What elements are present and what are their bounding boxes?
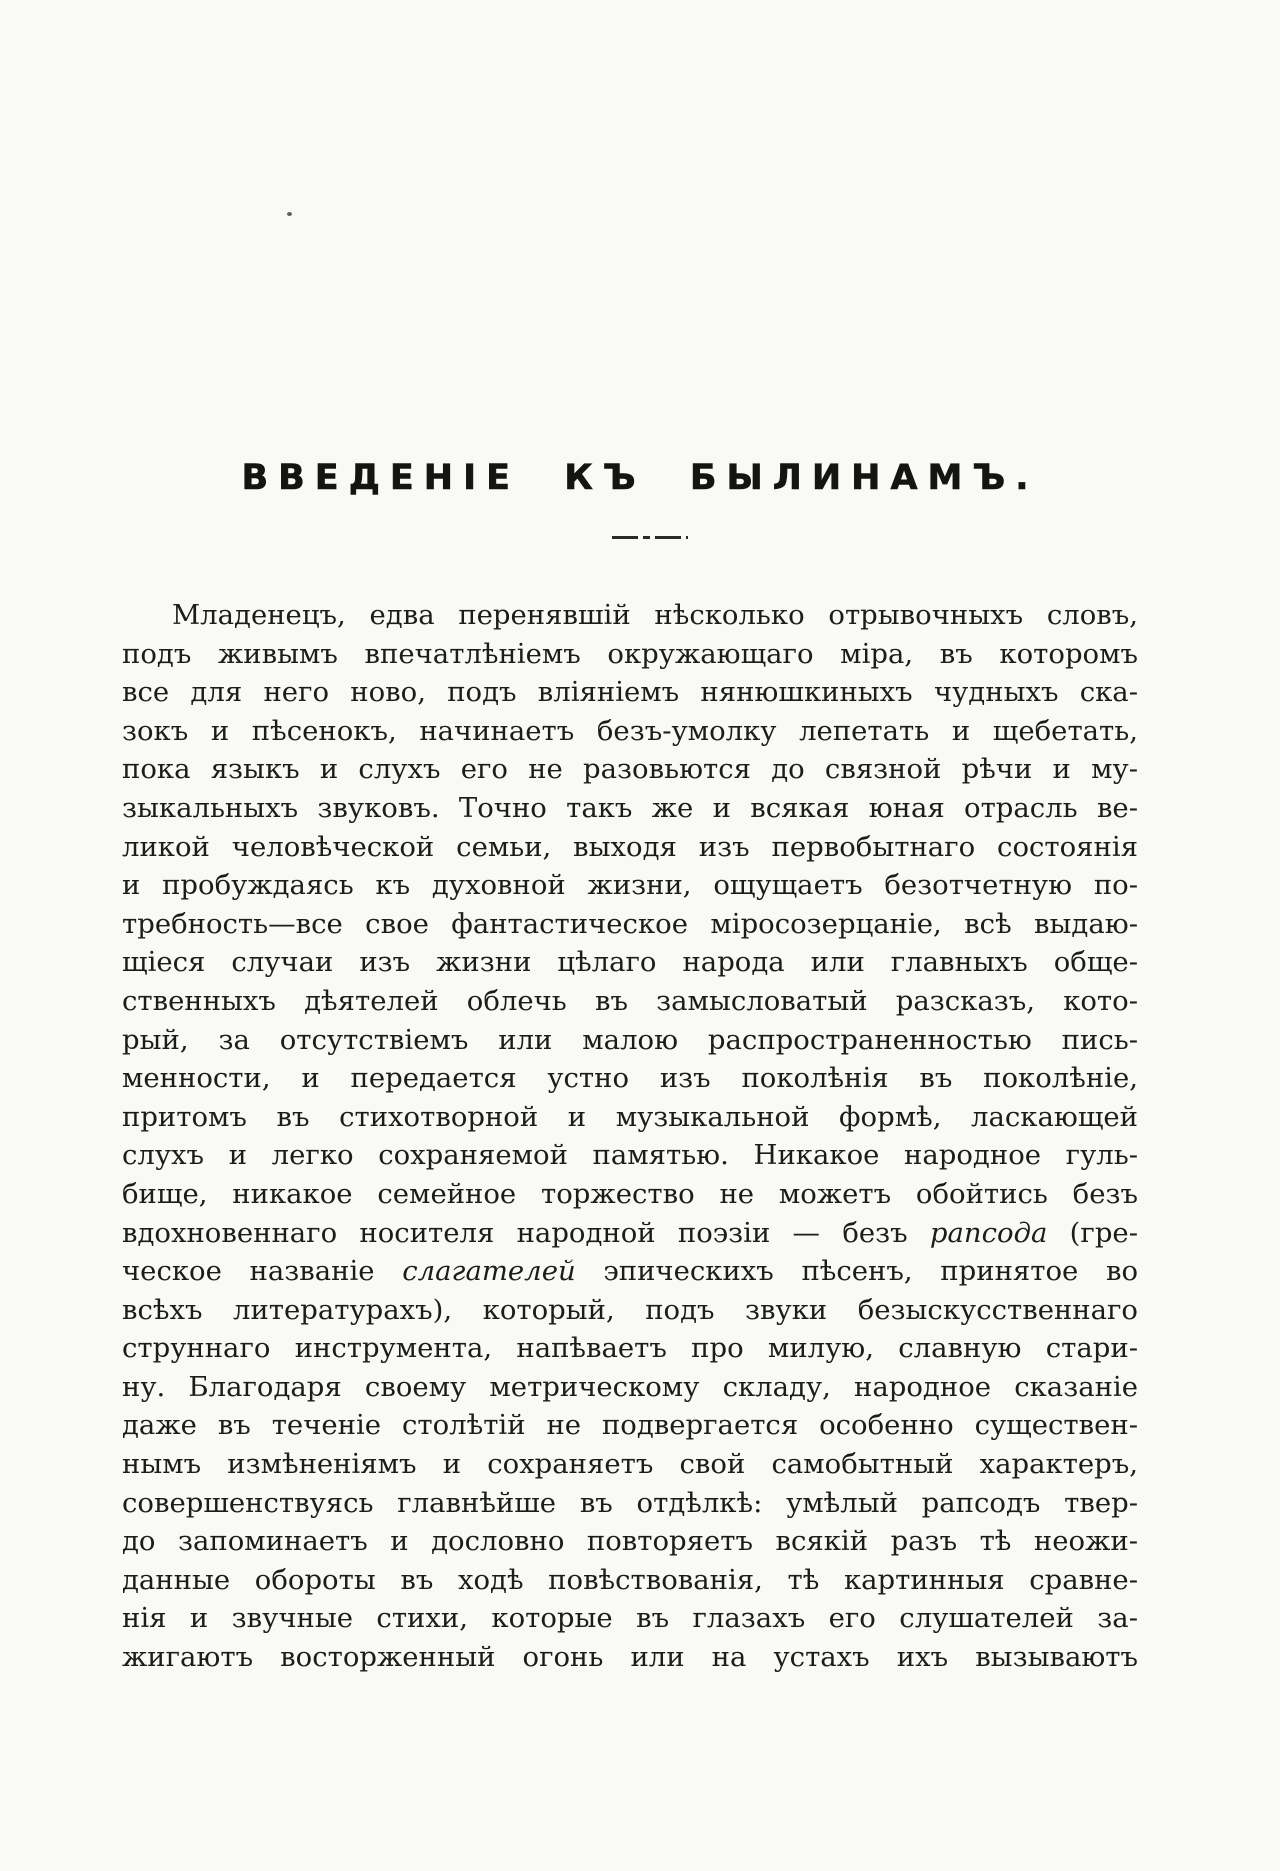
text-line: ликой человѣческой семьи, выходя изъ первобытнаго состоянія [122,830,1138,863]
italic-term: рапсода [929,1216,1048,1249]
text-line: ческое названіе слагателей эпическихъ пѣсенъ, принятое во [122,1255,1138,1288]
text-line: слухъ и легко сохраняемой памятью. Никакое народное гуль- [122,1139,1138,1172]
text-line: струннаго инструмента, напѣваетъ про милую, славную стари- [122,1332,1138,1365]
text-line: данные обороты въ ходѣ повѣствованія, тѣ картинныя сравне- [122,1563,1138,1596]
text-line: всѣхъ литературахъ), который, подъ звуки безыскусственнаго [122,1293,1138,1326]
text-line: вдохновеннаго носителя народной поэзіи — безъ рапсода (гре- [122,1216,1138,1249]
text-line: жигаютъ восторженный огонь или на устахъ ихъ вызываютъ [122,1641,1138,1674]
text-line: совершенствуясь главнѣйше въ отдѣлкѣ: умѣлый рапсодъ твер- [122,1486,1138,1519]
text-line: притомъ въ стихотворной и музыкальной формѣ, ласкающей [122,1100,1138,1133]
text-line: нія и звучные стихи, которые въ глазахъ его слушателей за- [122,1602,1138,1635]
text-line: подъ живымъ впечатлѣніемъ окружающаго міра, въ которомъ [122,637,1138,670]
text-line: нымъ измѣненіямъ и сохраняетъ свой самобытный характеръ, [122,1448,1138,1481]
text-line: менности, и передается устно изъ поколѣнія въ поколѣніе, [122,1062,1138,1095]
text-line: даже въ теченіе столѣтій не подвергается особенно существен- [122,1409,1138,1442]
text-line: рый, за отсутствіемъ или малою распространенностью пись- [122,1023,1138,1056]
text-line: Младенецъ, едва перенявшій нѣсколько отрывочныхъ словъ, [172,599,1138,631]
italic-term: слагателей [402,1255,576,1288]
text-line: зокъ и пѣсенокъ, начинаетъ безъ-умолку лепетать и щебетать, [122,714,1138,747]
text-line: зыкальныхъ звуковъ. Точно такъ же и всякая юная отрасль ве- [122,791,1138,824]
scan-artifact-speck [287,212,292,216]
text-line: до запоминаетъ и дословно повторяетъ всякій разъ тѣ неожи- [122,1525,1138,1558]
text-line: все для него ново, подъ вліяніемъ нянюшкиныхъ чудныхъ ска- [122,676,1138,709]
text-line: и пробуждаясь къ духовной жизни, ощущаетъ безотчетную по- [122,869,1138,902]
body-paragraph [122,596,1138,1677]
text-line: бище, никакое семейное торжество не можетъ обойтись безъ [122,1177,1138,1210]
page-title: ВВЕДЕНІЕ КЪ БЫЛИНАМЪ. [241,458,1039,498]
text-line: ну. Благодаря своему метрическому складу, народное сказаніе [122,1370,1138,1403]
text-line: щіеся случаи изъ жизни цѣлаго народа или главныхъ обще- [122,946,1138,979]
text-line: ственныхъ дѣятелей облечь въ замысловатый разсказъ, кото- [122,984,1138,1017]
text-line: пока языкъ и слухъ его не разовьются до связной рѣчи и му- [122,753,1138,786]
text-line: требность—все свое фантастическое міросозерцаніе, всѣ выдаю- [122,907,1138,940]
title-divider-rule [612,536,688,539]
